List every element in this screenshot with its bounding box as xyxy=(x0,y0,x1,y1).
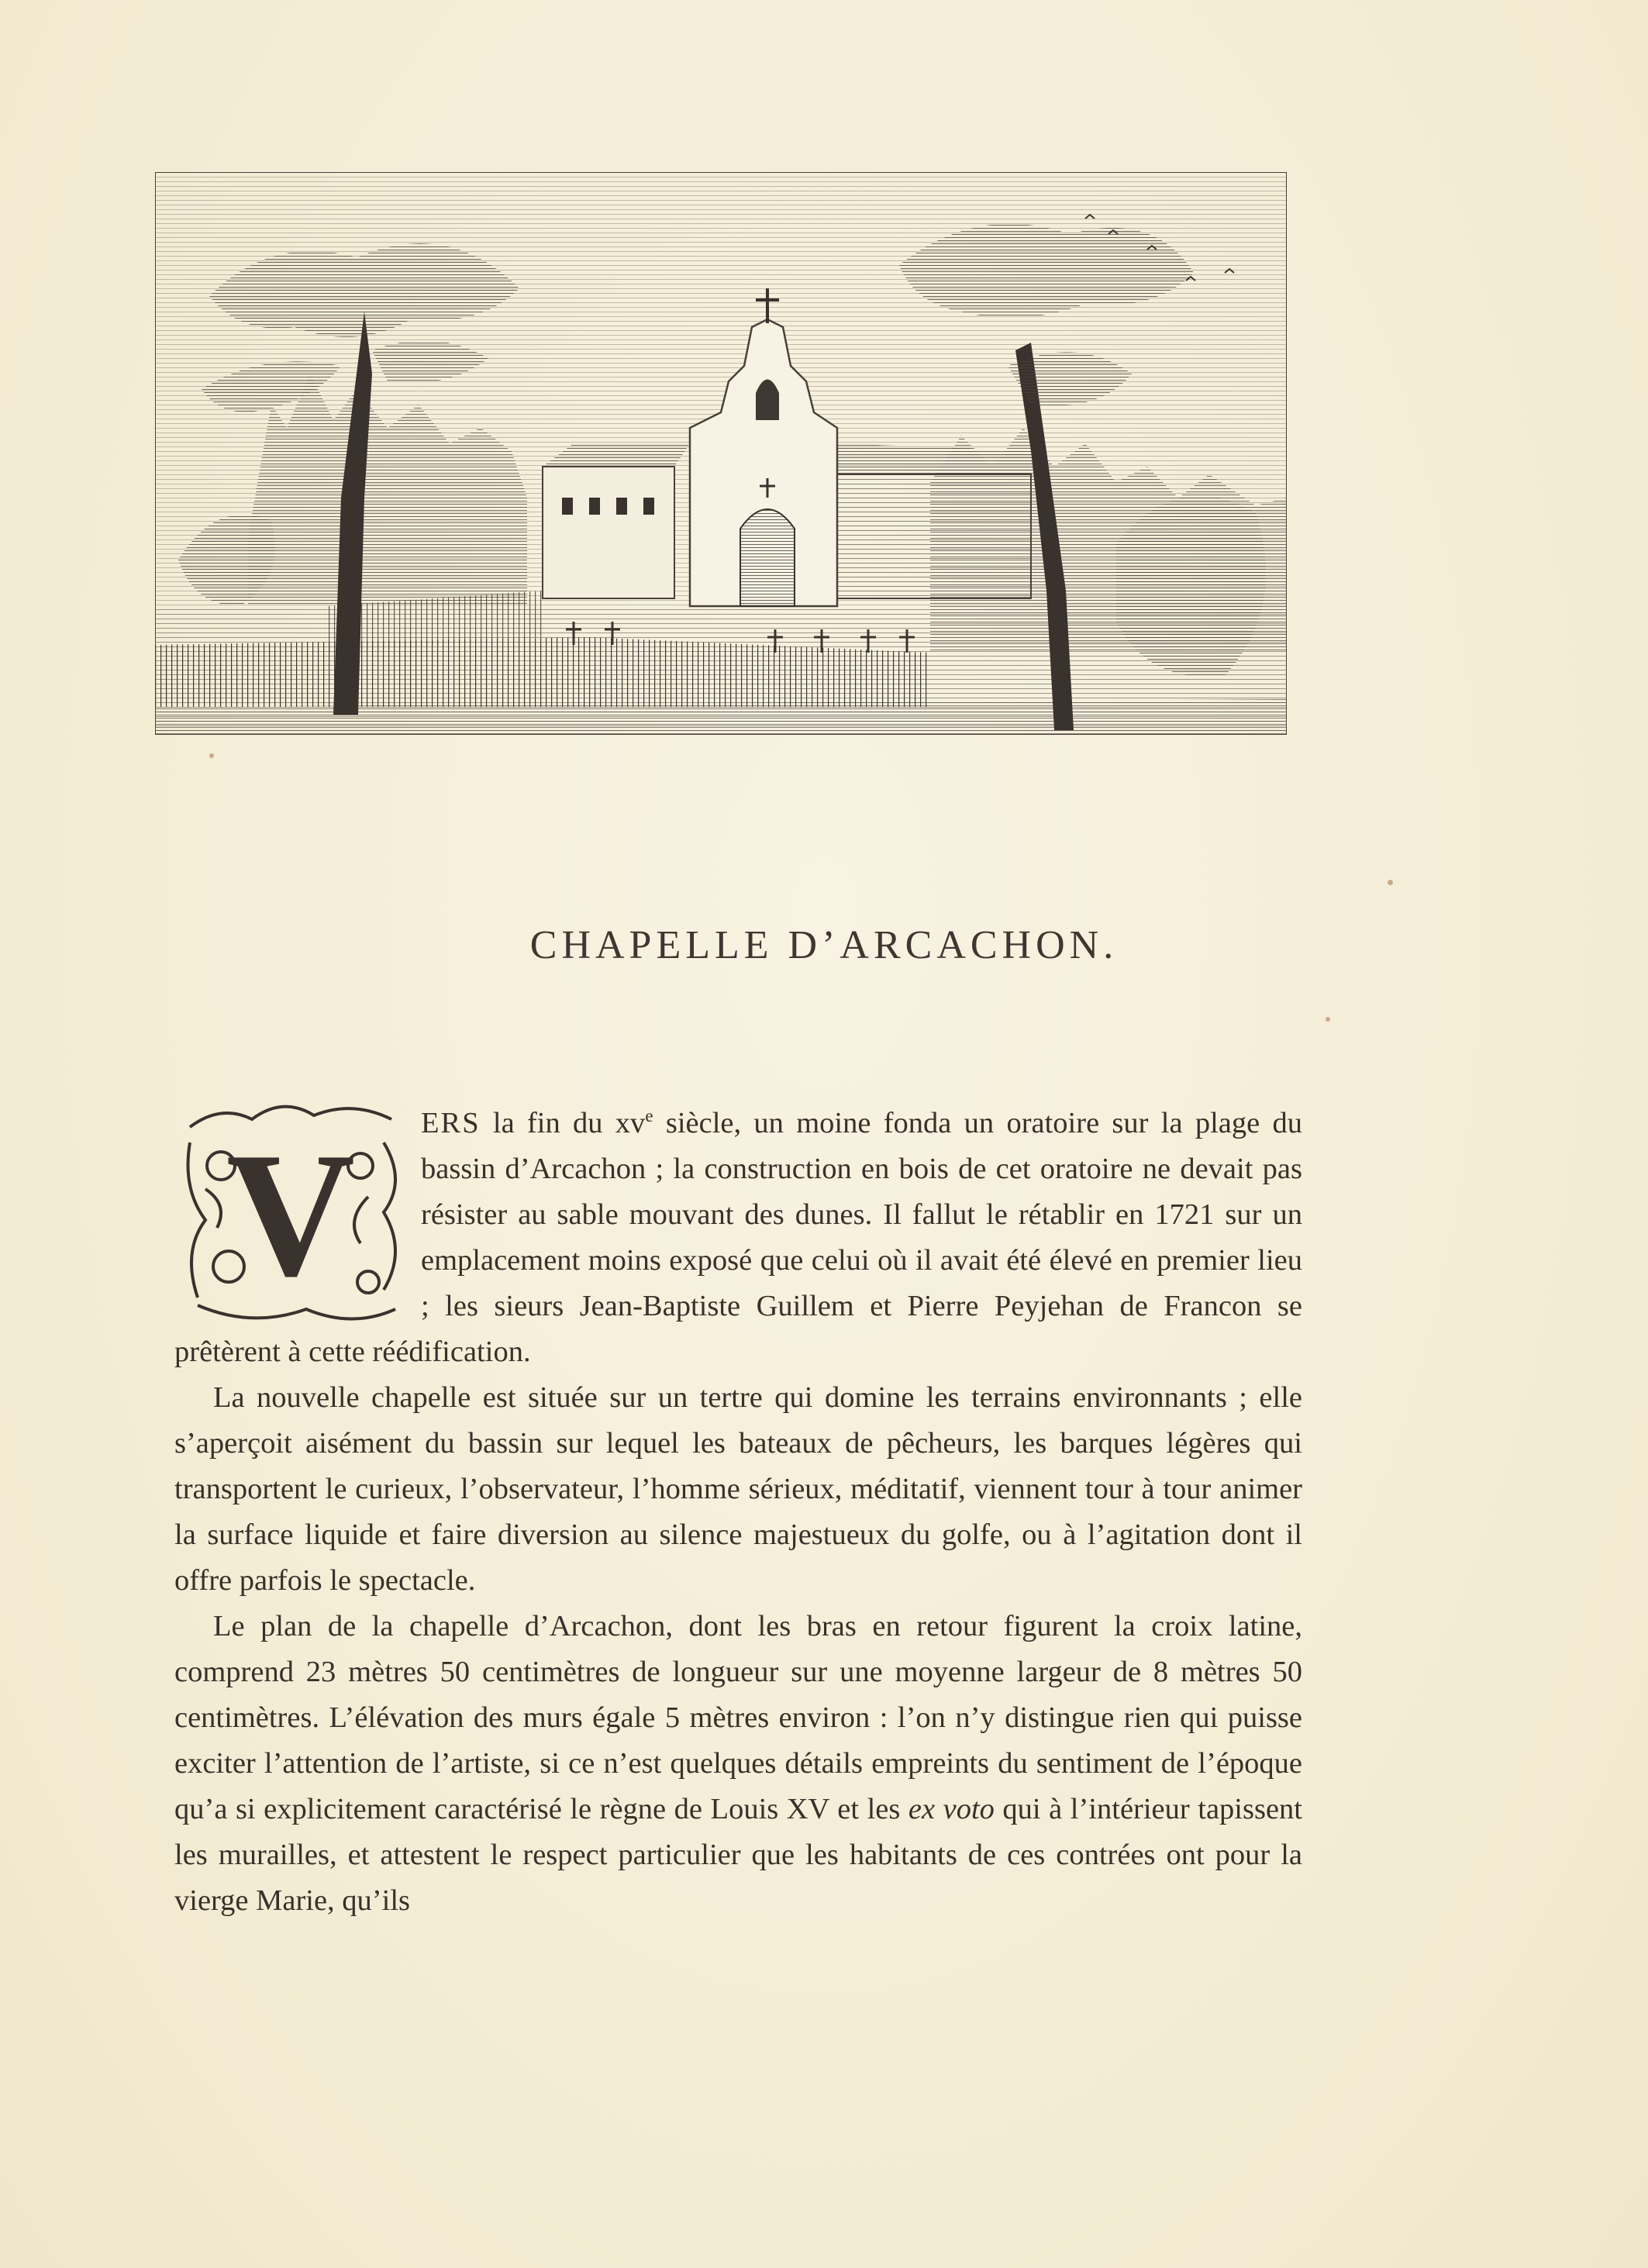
p1-text-b: siècle, un moine fonda un oratoire sur la plage du bassin d’Arcachon ; la construction en bois de cet oratoire ne devait pas résister au sable mouvant des dunes. Il fallut le rétablir en 1721 sur un emplacement moins exposé que celui où il avait été élevé en premier lieu ; les sieurs Jean-Baptiste Guillem et Pierre Peyjehan de Francon se prêtèrent à cette réédification. xyxy=(174,1107,1303,1368)
p1-text-a: la fin du xv xyxy=(480,1107,646,1139)
paper-speck xyxy=(209,753,214,758)
svg-text:V: V xyxy=(226,1115,356,1313)
chapel-engraving-icon xyxy=(155,172,1287,735)
lead-smallcaps: ERS xyxy=(421,1107,481,1139)
paragraph-1 xyxy=(174,1101,1302,1375)
paragraph-3 xyxy=(174,1604,1302,1924)
superscript: e xyxy=(645,1105,653,1126)
body-text xyxy=(174,1101,1302,1924)
paper-speck xyxy=(1326,1017,1330,1022)
p3-text-a: Le plan de la chapelle d’Arcachon, dont les bras en retour figurent la croix latine, comprend 23 mètres 50 centimètres de longueur sur une moyenne largeur de 8 mètres 50 centimètres. L’élévation des murs égale 5 mètres environ : l’on n’y distingue rien qui puisse exciter l’attention de l’artiste, si ce n’est quelques détails empreints du sentiment de l’époque qu’a si explicitement caractérisé le règne de Louis XV et les xyxy=(174,1610,1302,1825)
p3-text-b: qui à l’intérieur tapissent les murailles, et attestent le respect particulier que les habitants de ces contrées ont pour la vierge Marie, qu’ils xyxy=(174,1793,1302,1917)
p3-italic: ex voto xyxy=(908,1793,995,1825)
page-title: CHAPELLE D’ARCACHON. xyxy=(529,923,1119,967)
paragraph-2: La nouvelle chapelle est située sur un tertre qui domine les terrains environnants ; elle s’aperçoit aisément du bassin sur lequel les bateaux de pêcheurs, les barques légères qui transportent le curieux, l’observateur, l’homme sérieux, méditatif, viennent tour à tour animer la surface liquide et faire diversion au silence majestueux du golfe, ou à l’agitation dont il offre parfois le spectacle. xyxy=(174,1381,1302,1597)
paper-speck xyxy=(1388,880,1393,885)
dropcap-ornament-icon xyxy=(174,1096,407,1329)
